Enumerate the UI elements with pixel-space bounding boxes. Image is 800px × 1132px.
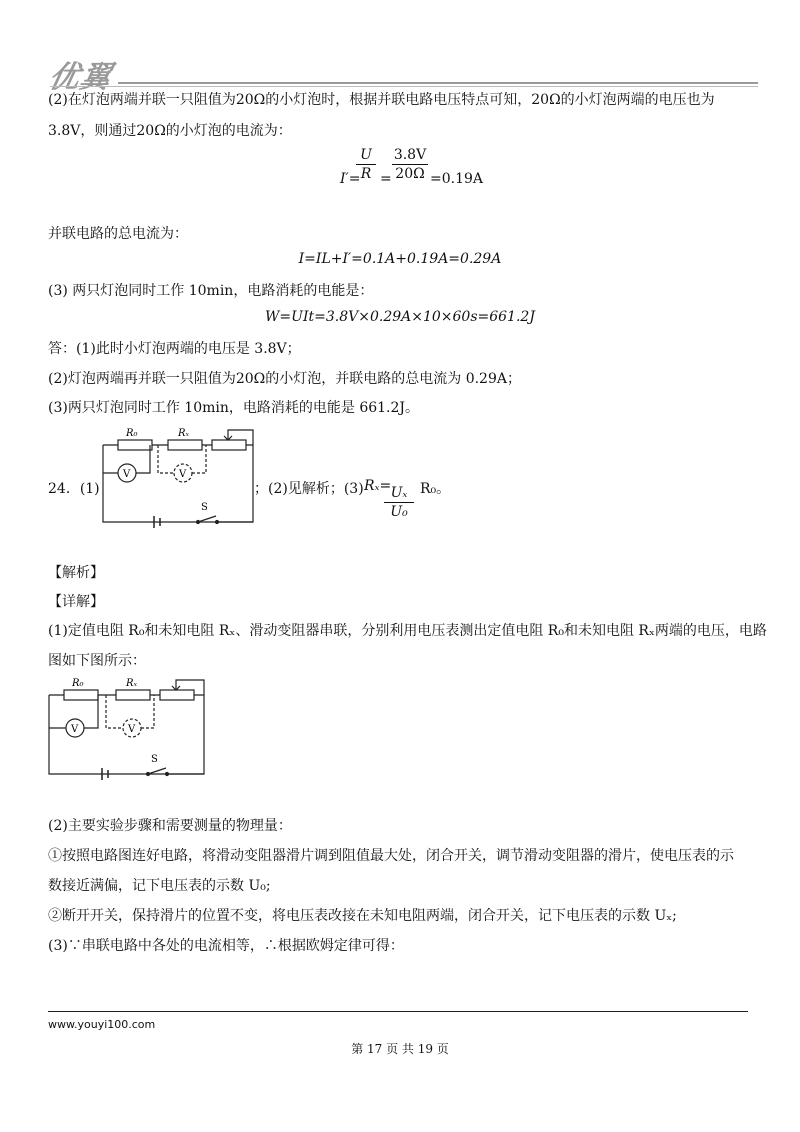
resistor-rx — [116, 690, 150, 700]
para-line: 3.8V，则通过20Ω的小灯泡的电流为： — [48, 123, 292, 139]
para-line: (3) 两只灯泡同时工作 10min，电路消耗的电能是： — [48, 283, 374, 299]
label-v-dashed: V — [128, 724, 136, 735]
step-line: 数接近满偏，记下电压表的示数 U₀; — [48, 878, 271, 894]
label-s: S — [151, 754, 158, 765]
resistor-r0 — [118, 440, 152, 450]
fraction-u-r — [356, 147, 376, 182]
q24-prefix: 24．(1) — [48, 481, 100, 497]
para-line: (2)在灯泡两端并联一只阻值为20Ω的小灯泡时，根据并联电路电压特点可知，20Ω的小灯泡两端的电压也为 — [48, 92, 715, 108]
fraction-bar — [392, 164, 428, 165]
q24-fraction — [384, 485, 414, 520]
header-divider — [118, 82, 758, 84]
label-s: S — [201, 502, 208, 513]
circuit-diagram-2 — [44, 668, 214, 780]
resistor-r0 — [64, 690, 98, 700]
formula-total-current: I=IL+I′=0.1A+0.19A=0.29A — [298, 251, 502, 267]
fraction-bar — [384, 502, 414, 503]
fraction-values — [392, 147, 428, 182]
label-v: V — [71, 724, 79, 735]
numerator: U — [360, 147, 372, 163]
numerator: 3.8V — [393, 147, 427, 163]
para-line: (1)定值电阻 R₀和未知电阻 Rₓ、滑动变阻器串联，分别利用电压表测出定值电阻 R₀和未知电阻 Rₓ两端的电压，电路 — [48, 623, 767, 639]
q24-tail: R₀。 — [420, 481, 451, 497]
formula-energy: W=UIt=3.8V×0.29A×10×60s=661.2J — [265, 309, 535, 325]
section-analysis: 【解析】 — [48, 565, 104, 581]
resistor-rx — [168, 440, 202, 450]
section-detail: 【详解】 — [48, 594, 104, 610]
label-rx: Rₓ — [178, 428, 190, 439]
footer-url: www.youyi100.com — [48, 1018, 156, 1031]
q24-rx: Rₓ= — [364, 478, 392, 494]
formula-current — [340, 147, 500, 197]
answer-line: 答：(1)此时小灯泡两端的电压是 3.8V； — [48, 341, 301, 357]
para-line: (3)∵串联电路中各处的电流相等，∴根据欧姆定律可得： — [48, 938, 404, 954]
step-line: ②断开开关，保持滑片的位置不变，将电压表改接在未知电阻两端，闭合开关，记下电压表的示数 Uₓ; — [48, 908, 677, 924]
q24-middle: ；(2)见解析；(3) — [254, 481, 364, 497]
label-r0: R₀ — [72, 678, 84, 689]
equals-sign: = — [380, 171, 392, 187]
label-v-dashed: V — [179, 469, 187, 480]
label-v: V — [123, 469, 131, 480]
page-number: 第 17 页 共 19 页 — [351, 1042, 449, 1056]
para-line: 并联电路的总电流为： — [48, 226, 188, 242]
footer-divider — [48, 1011, 748, 1012]
denominator: 20Ω — [395, 166, 425, 182]
step-line: ①按照电路图连好电路，将滑动变阻器滑片调到阻值最大处，闭合开关，调节滑动变阻器的滑片，使电压表的示 — [48, 848, 734, 864]
denominator: U₀ — [390, 504, 408, 520]
para-line: (2)主要实验步骤和需要测量的物理量： — [48, 818, 292, 834]
rheostat — [212, 440, 246, 450]
formula-result: =0.19A — [430, 171, 484, 187]
answer-line: (2)灯泡两端再并联一只阻值为20Ω的小灯泡，并联电路的总电流为 0.29A； — [48, 371, 521, 387]
para-line: 图如下图所示： — [48, 653, 146, 669]
circuit-diagram-1 — [98, 420, 263, 530]
denominator: R — [360, 166, 372, 182]
answer-line: (3)两只灯泡同时工作 10min，电路消耗的电能是 661.2J。 — [48, 400, 420, 416]
numerator: Uₓ — [390, 485, 408, 501]
fraction-bar — [356, 164, 376, 165]
logo: 优翼 — [45, 60, 115, 95]
formula-lhs: I′= — [340, 171, 361, 187]
header-divider-thin — [50, 86, 758, 87]
label-rx: Rₓ — [126, 678, 138, 689]
label-r0: R₀ — [126, 428, 138, 439]
rheostat — [160, 690, 194, 700]
